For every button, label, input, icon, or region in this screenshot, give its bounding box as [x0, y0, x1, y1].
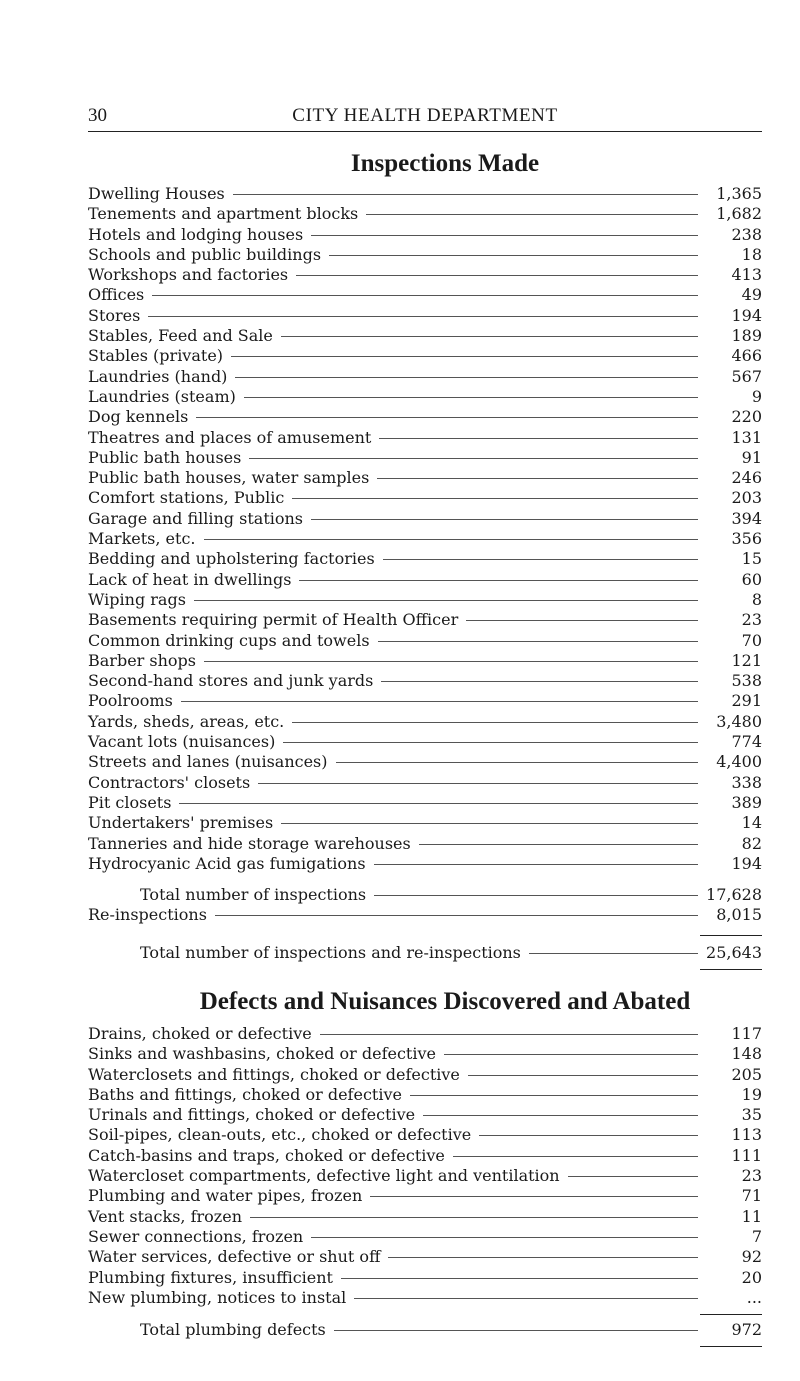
row-label: Baths and fittings, choked or defective: [88, 1084, 402, 1104]
row-label: Poolrooms: [88, 691, 173, 711]
row-value: 25,643: [706, 943, 762, 962]
row-label: Tanneries and hide storage warehouses: [88, 833, 411, 853]
row-value: 19: [741, 1084, 762, 1104]
dot-leader: [529, 953, 698, 954]
row-label: Watercloset compartments, defective light and ventilation: [88, 1166, 560, 1186]
list-item: [88, 265, 762, 285]
row-label: Common drinking cups and towels: [88, 630, 370, 650]
list-item: [88, 752, 762, 772]
row-label: Plumbing fixtures, insufficient: [88, 1267, 333, 1287]
list-item: [88, 671, 762, 691]
dot-leader: [379, 438, 698, 439]
row-label: Laundries (steam): [88, 386, 236, 406]
row-value: 7: [751, 1226, 762, 1246]
row-value: 205: [731, 1064, 762, 1084]
dot-leader: [378, 641, 698, 642]
dot-leader: [334, 1330, 698, 1331]
row-label: Total number of inspections and re-inspections: [140, 943, 521, 962]
row-value: 203: [731, 488, 762, 508]
row-value: 413: [731, 265, 762, 285]
row-value: 113: [731, 1125, 762, 1145]
row-label: Hotels and lodging houses: [88, 224, 304, 244]
dot-leader: [281, 336, 698, 337]
list-item: [88, 428, 762, 448]
list-item: [88, 590, 762, 610]
dot-leader: [568, 1176, 698, 1177]
row-value: 356: [731, 529, 762, 549]
list-item: [88, 1105, 762, 1125]
row-value: 972: [731, 1320, 762, 1339]
dot-leader: [204, 539, 699, 540]
list-item: [88, 488, 762, 508]
row-value: 11: [741, 1206, 762, 1226]
dot-leader: [281, 823, 698, 824]
sum-rule: [700, 1346, 762, 1347]
list-item: [88, 1085, 762, 1105]
row-label: Theatres and places of amusement: [88, 427, 372, 447]
row-label: Second-hand stores and junk yards: [88, 671, 374, 691]
row-label: Hydrocyanic Acid gas fumigations: [88, 853, 366, 873]
row-label: Total number of inspections: [140, 885, 367, 904]
dot-leader: [377, 478, 698, 479]
list-item: [88, 1125, 762, 1145]
row-label: Plumbing and water pipes, frozen: [88, 1186, 363, 1206]
row-value: 4,400: [716, 752, 762, 772]
row-label: Lack of heat in dwellings: [88, 569, 292, 589]
page-header: [88, 105, 762, 132]
dot-leader: [383, 559, 698, 560]
list-item: [88, 204, 762, 224]
list-item: [88, 631, 762, 651]
list-item: [88, 367, 762, 387]
row-label: Wiping rags: [88, 589, 186, 609]
list-item: [88, 529, 762, 549]
dot-leader: [194, 600, 698, 601]
list-item: [88, 326, 762, 346]
dot-leader: [204, 661, 698, 662]
dot-leader: [419, 844, 698, 845]
row-value: 220: [731, 407, 762, 427]
row-label: Waterclosets and fittings, choked or defective: [88, 1064, 460, 1084]
list-item: [88, 1024, 762, 1044]
dot-leader: [283, 742, 698, 743]
dot-leader: [320, 1034, 698, 1035]
dot-leader: [296, 275, 698, 276]
row-value: 20: [741, 1267, 762, 1287]
list-item: [88, 1288, 762, 1308]
list-item: [88, 549, 762, 569]
dot-leader: [354, 1298, 698, 1299]
row-value: ...: [746, 1287, 762, 1307]
dot-leader: [466, 620, 698, 621]
dot-leader: [336, 762, 698, 763]
row-label: Tenements and apartment blocks: [88, 204, 359, 224]
dot-leader: [374, 895, 698, 896]
row-value: 389: [731, 792, 762, 812]
dot-leader: [370, 1196, 698, 1197]
row-value: 394: [731, 508, 762, 528]
dot-leader: [381, 681, 698, 682]
sum-rule: [700, 935, 762, 936]
row-label: Bedding and upholstering factories: [88, 549, 375, 569]
dot-leader: [453, 1156, 698, 1157]
row-label: Drains, choked or defective: [88, 1024, 312, 1043]
row-value: 8,015: [716, 905, 762, 925]
row-value: 194: [731, 853, 762, 873]
list-item: [88, 184, 762, 204]
defects-total: [88, 1320, 762, 1340]
row-value: 1,682: [716, 204, 762, 224]
dot-leader: [311, 1237, 698, 1238]
row-label: Dog kennels: [88, 407, 189, 427]
list-item: [88, 834, 762, 854]
row-value: 92: [741, 1247, 762, 1267]
row-value: 82: [741, 833, 762, 853]
row-label: Sewer connections, frozen: [88, 1226, 304, 1246]
row-value: 194: [731, 305, 762, 325]
row-label: Basements requiring permit of Health Officer: [88, 610, 459, 630]
row-label: Undertakers' premises: [88, 813, 274, 833]
list-item: [88, 1227, 762, 1247]
row-label: Comfort stations, Public: [88, 488, 285, 508]
row-value: 70: [741, 630, 762, 650]
row-label: Offices: [88, 285, 145, 305]
dot-leader: [468, 1075, 698, 1076]
list-item: [88, 346, 762, 366]
inspections-title: Inspections Made: [350, 150, 540, 177]
reinspections-row: [88, 905, 762, 925]
list-item: [88, 1146, 762, 1166]
row-label: Dwelling Houses: [88, 184, 225, 203]
dot-leader: [152, 295, 698, 296]
page-number: 30: [88, 105, 107, 126]
row-label: Re-inspections: [88, 905, 207, 925]
list-item: [88, 570, 762, 590]
row-value: 148: [731, 1044, 762, 1064]
row-label: Water services, defective or shut off: [88, 1247, 381, 1267]
list-item: [88, 1247, 762, 1267]
row-label: Barber shops: [88, 650, 196, 670]
row-value: 1,365: [716, 184, 762, 203]
dot-leader: [215, 915, 698, 916]
list-item: [88, 509, 762, 529]
row-value: 17,628: [706, 885, 762, 904]
row-value: 35: [741, 1105, 762, 1125]
dot-leader: [249, 458, 698, 459]
row-label: Stores: [88, 305, 141, 325]
total-defects-row: [88, 1320, 762, 1340]
list-item: [88, 1268, 762, 1288]
defects-list: [88, 1024, 762, 1308]
row-value: 338: [731, 772, 762, 792]
dot-leader: [479, 1135, 698, 1136]
row-value: 121: [731, 650, 762, 670]
row-value: 14: [741, 813, 762, 833]
list-item: [88, 448, 762, 468]
list-item: [88, 407, 762, 427]
list-item: [88, 793, 762, 813]
row-value: 291: [731, 691, 762, 711]
row-value: 774: [731, 732, 762, 752]
grand-total-row: [88, 943, 762, 963]
row-value: 567: [731, 366, 762, 386]
row-value: 131: [731, 427, 762, 447]
grand-total: [88, 943, 762, 963]
row-value: 71: [741, 1186, 762, 1206]
list-item: [88, 306, 762, 326]
list-item: [88, 732, 762, 752]
list-item: [88, 1065, 762, 1085]
dot-leader: [388, 1257, 698, 1258]
row-value: 49: [741, 285, 762, 305]
dot-leader: [258, 783, 698, 784]
dot-leader: [233, 194, 698, 195]
row-label: Catch-basins and traps, choked or defective: [88, 1145, 445, 1165]
list-item: [88, 854, 762, 874]
list-item: [88, 387, 762, 407]
list-item: [88, 610, 762, 630]
dot-leader: [196, 417, 698, 418]
defects-title: Defects and Nuisances Discovered and Abated: [199, 988, 691, 1015]
inspections-list: [88, 184, 762, 874]
dot-leader: [231, 356, 698, 357]
dot-leader: [179, 803, 698, 804]
row-value: 466: [731, 346, 762, 366]
row-label: New plumbing, notices to instal: [88, 1287, 347, 1307]
list-item: [88, 1044, 762, 1064]
list-item: [88, 1186, 762, 1206]
row-label: Yards, sheds, areas, etc.: [88, 711, 285, 731]
list-item: [88, 1166, 762, 1186]
dot-leader: [181, 701, 698, 702]
row-value: 23: [741, 610, 762, 630]
row-value: 91: [741, 447, 762, 467]
list-item: [88, 712, 762, 732]
row-label: Laundries (hand): [88, 366, 228, 386]
dot-leader: [341, 1278, 698, 1279]
row-label: Total plumbing defects: [140, 1320, 326, 1339]
row-value: 538: [731, 671, 762, 691]
total-inspections-row: [88, 885, 762, 905]
dot-leader: [299, 580, 698, 581]
sum-rule: [700, 1314, 762, 1315]
dot-leader: [329, 255, 698, 256]
dot-leader: [423, 1115, 698, 1116]
dot-leader: [410, 1095, 698, 1096]
row-label: Stables (private): [88, 346, 224, 366]
list-item: [88, 225, 762, 245]
row-value: 60: [741, 569, 762, 589]
dot-leader: [250, 1217, 698, 1218]
row-label: Urinals and fittings, choked or defective: [88, 1105, 416, 1125]
list-item: [88, 245, 762, 265]
dot-leader: [366, 214, 698, 215]
row-value: 23: [741, 1166, 762, 1186]
dot-leader: [292, 722, 698, 723]
list-item: [88, 773, 762, 793]
sum-rule: [700, 969, 762, 970]
row-value: 117: [731, 1024, 762, 1043]
row-value: 246: [731, 468, 762, 488]
row-label: Stables, Feed and Sale: [88, 326, 273, 346]
dot-leader: [374, 864, 698, 865]
row-value: 9: [751, 386, 762, 406]
list-item: [88, 285, 762, 305]
row-value: 111: [731, 1145, 762, 1165]
row-label: Vacant lots (nuisances): [88, 732, 276, 752]
running-head: CITY HEALTH DEPARTMENT: [292, 105, 558, 126]
list-item: [88, 651, 762, 671]
row-value: 3,480: [716, 711, 762, 731]
list-item: [88, 468, 762, 488]
dot-leader: [444, 1054, 698, 1055]
row-label: Vent stacks, frozen: [88, 1206, 242, 1226]
dot-leader: [244, 397, 698, 398]
row-label: Streets and lanes (nuisances): [88, 752, 328, 772]
row-value: 189: [731, 326, 762, 346]
dot-leader: [311, 235, 698, 236]
row-value: 15: [741, 549, 762, 569]
row-label: Workshops and factories: [88, 265, 289, 285]
row-label: Contractors' closets: [88, 772, 251, 792]
list-item: [88, 813, 762, 833]
dot-leader: [235, 377, 698, 378]
row-value: 18: [741, 244, 762, 264]
row-label: Garage and filling stations: [88, 508, 304, 528]
list-item: [88, 691, 762, 711]
row-label: Markets, etc.: [88, 529, 196, 549]
inspections-totals: [88, 885, 762, 926]
row-value: 238: [731, 224, 762, 244]
row-label: Soil-pipes, clean-outs, etc., choked or defective: [88, 1125, 472, 1145]
dot-leader: [148, 316, 698, 317]
row-value: 8: [751, 589, 762, 609]
dot-leader: [292, 498, 698, 499]
list-item: [88, 1207, 762, 1227]
row-label: Schools and public buildings: [88, 244, 322, 264]
row-label: Sinks and washbasins, choked or defective: [88, 1044, 436, 1064]
dot-leader: [311, 519, 698, 520]
row-label: Public bath houses: [88, 447, 242, 467]
row-label: Public bath houses, water samples: [88, 468, 370, 488]
row-label: Pit closets: [88, 792, 172, 812]
